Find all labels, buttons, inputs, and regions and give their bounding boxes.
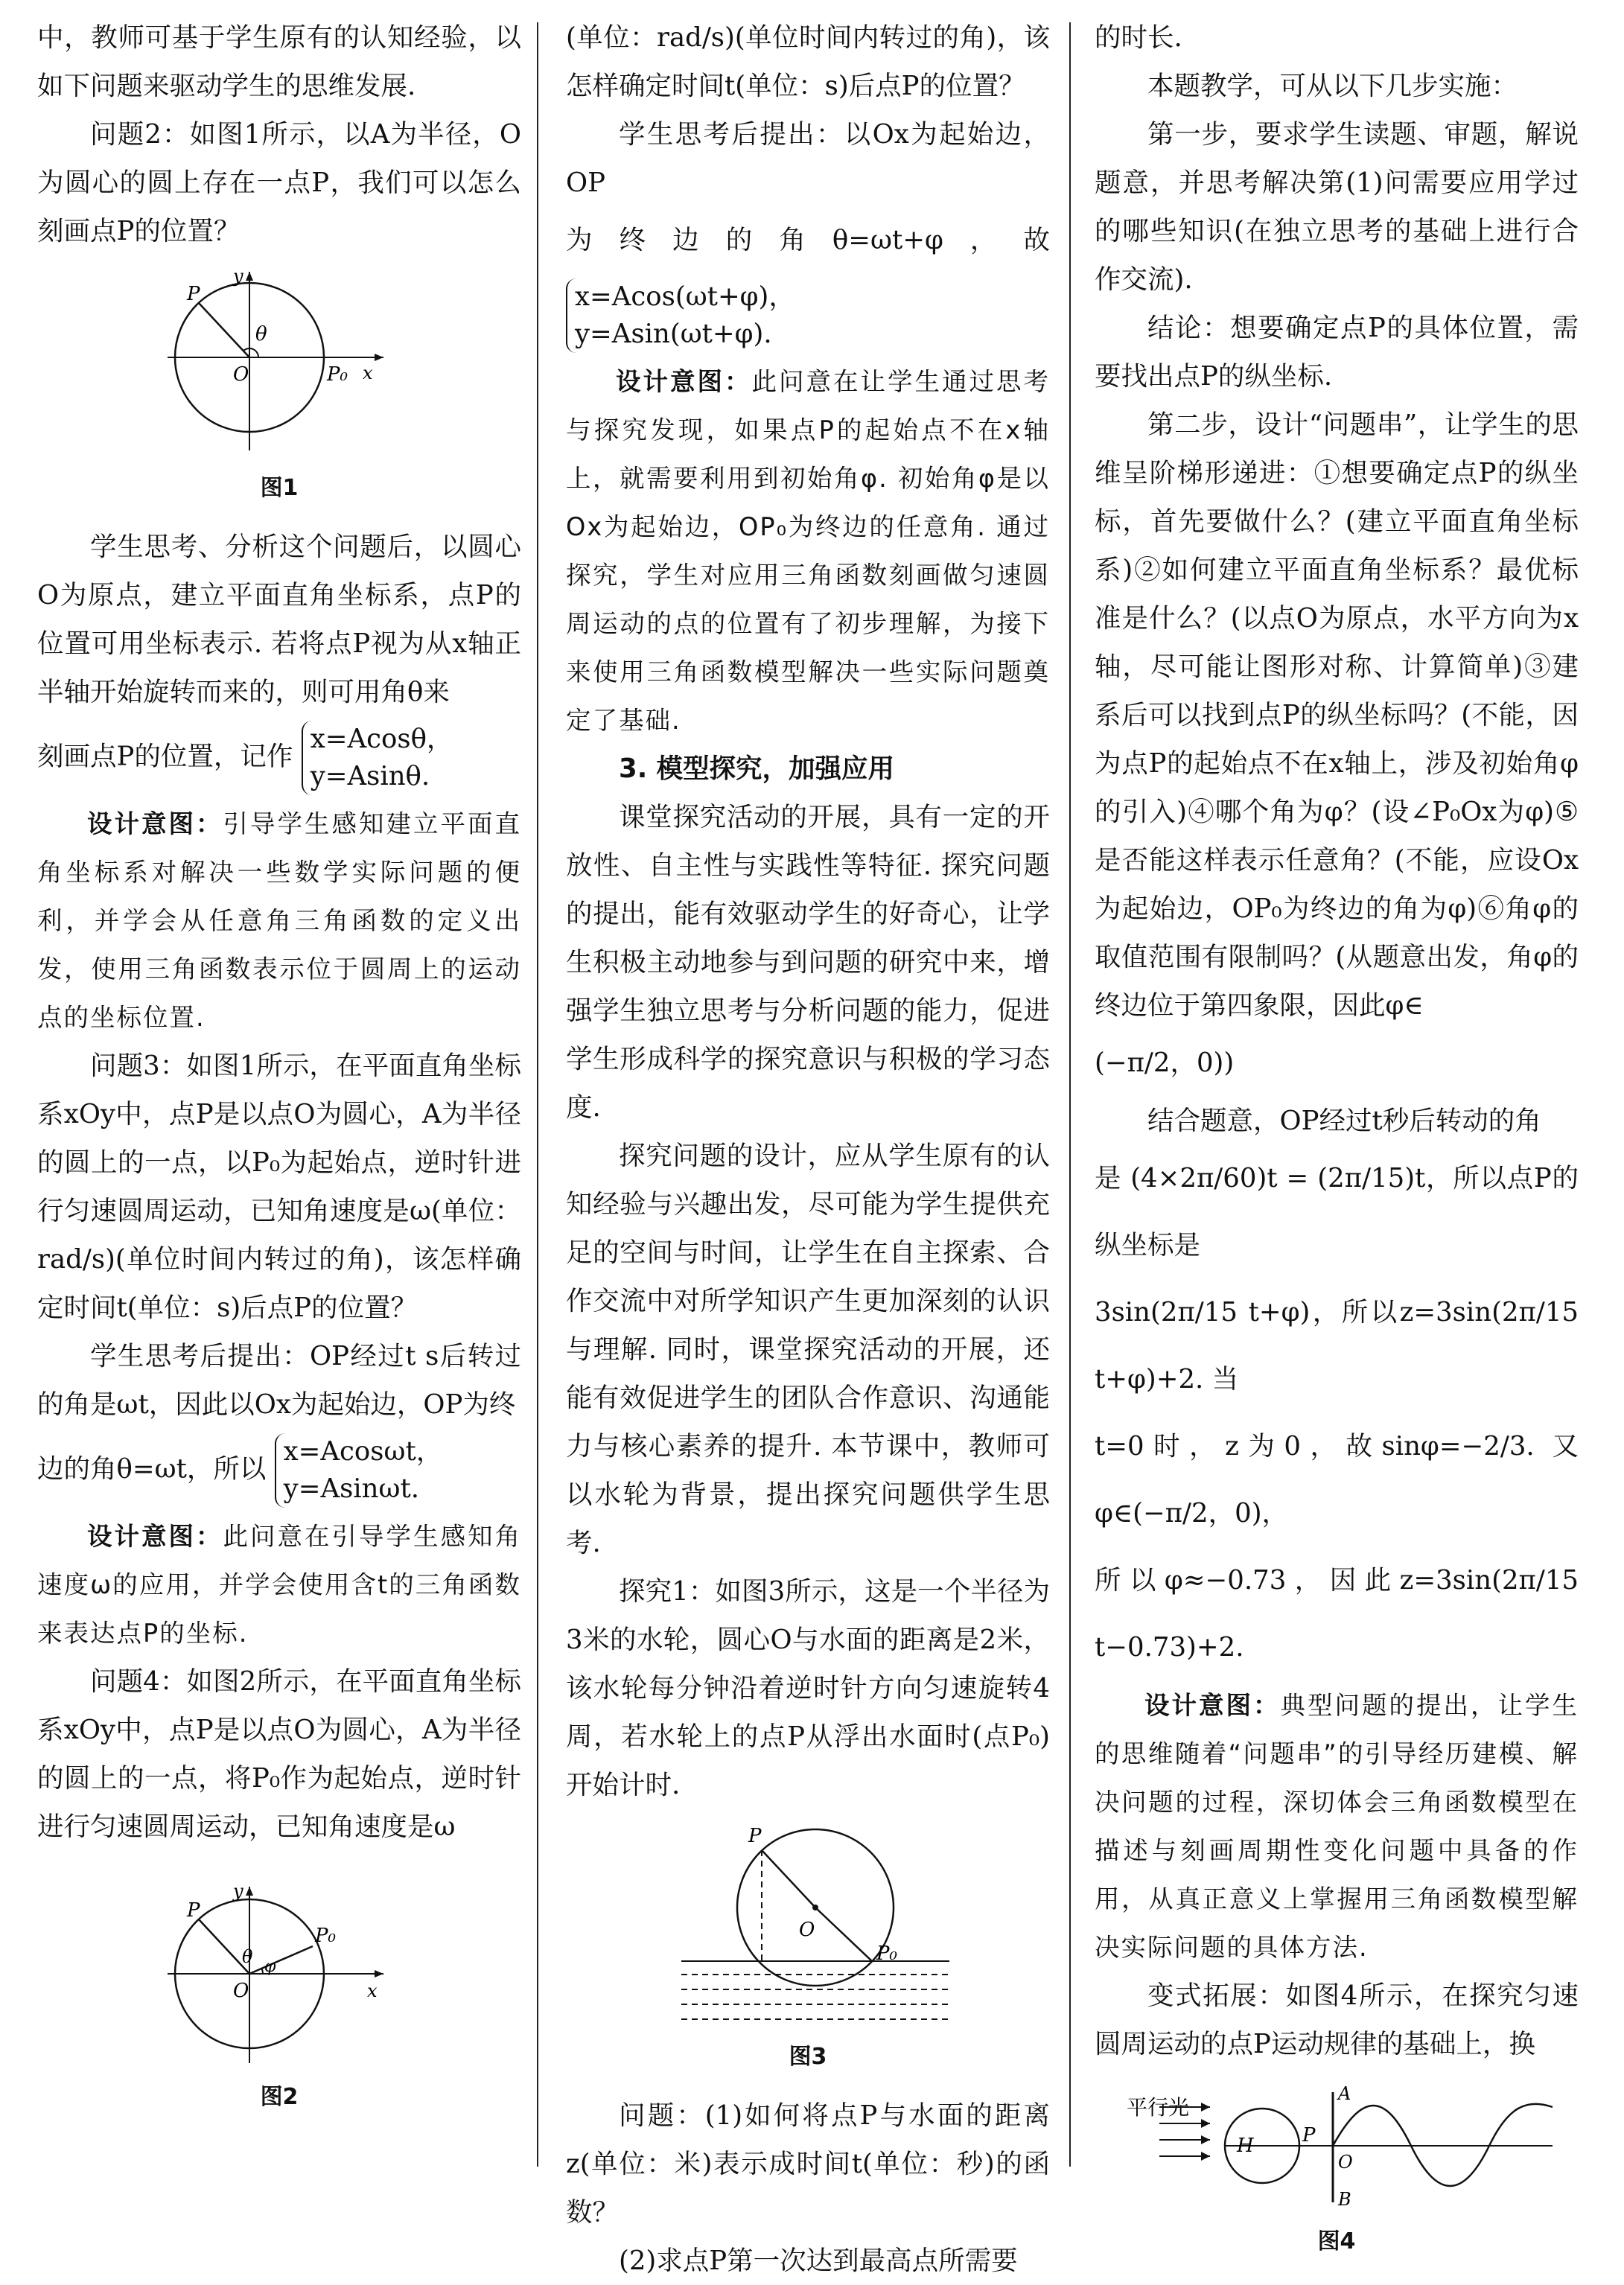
light-arrow (1201, 2135, 1210, 2144)
label-b: B (1338, 2189, 1351, 2210)
label-x: x (363, 363, 373, 383)
label-o: O (233, 1980, 249, 2002)
center-point (812, 1905, 818, 1910)
formula-line (566, 207, 1050, 357)
equation: x=Acos(ωt+φ)， (575, 281, 795, 312)
design-intent-3 (566, 357, 1050, 745)
design-text: 典型问题的提出，让学生的思维随着“问题串”的引导经历建模、解决问题的过程，深切体会三角函数模型在描述与刻画周期性变化问题中具备的作用，从真正意义上掌握用三角函数模型解决实际问题的具体方法. (1095, 1691, 1579, 1962)
light-arrow (1201, 2152, 1210, 2161)
equation: y=Asinθ. (310, 761, 430, 791)
section-heading: 3. 模型探究，加强应用 (619, 753, 895, 784)
paragraph: 学生思考后提出：以Ox为起始边，OP (566, 119, 1050, 198)
formula-line (37, 716, 521, 800)
step-2: 第二步，设计“问题串”，让学生的思维呈阶梯形递进：①想要确定点P的纵坐标，首先要做什么？(建立平面直角坐标系)②如何建立平面直角坐标系？最优标准是什么？(以点O为原点，水平方向为x轴，尽可能让图形对称、计算简单)③建系后可以找到点P的纵坐标吗？(不能，因为点P的起始点不在x轴上，涉及初始角φ的引入)④哪个角为φ？(设∠P₀Ox为φ)⑤是否能这样表示任意角？(不能，应设Ox为起始边，OP₀为终边的角为φ)⑥角φ的取值范围有限制吗？(从题意出发，角φ的终边位于第四象限，因此φ∈ (1095, 409, 1579, 1021)
y-axis-arrow (246, 1887, 253, 1896)
question-2-part: (2)求点P第一次达到最高点所需要 (619, 2246, 1018, 2276)
label-h: H (1237, 2135, 1254, 2157)
label-p0: P₀ (327, 363, 348, 386)
column-2 (566, 13, 1050, 2285)
design-label: 设计意图： (1144, 1691, 1281, 1720)
y-axis-arrow (246, 272, 253, 281)
label-p: P (187, 283, 200, 305)
radius-op (199, 303, 249, 357)
paragraph: 学生思考后提出：OP经过t s后转过的角是ωt，因此以Ox为起始边，OP为终 (37, 1341, 521, 1420)
figure-1 (160, 264, 398, 458)
label-o: O (233, 363, 249, 386)
radius-op0 (249, 1946, 313, 1974)
design-intent-1 (37, 800, 521, 1042)
label-x: x (367, 1980, 378, 2001)
equation-system (566, 278, 795, 353)
column-rule-1 (537, 22, 538, 2167)
design-label: 设计意图： (87, 809, 223, 838)
label-p0: P₀ (315, 1925, 336, 1947)
figure-1-caption: 图1 (260, 475, 299, 501)
parallel-light-label: 平行光 (1127, 2095, 1190, 2120)
equation: x=Acosωt， (283, 1436, 443, 1467)
design-intent-2 (37, 1512, 521, 1657)
formula-line (37, 1429, 521, 1512)
x-axis-arrow (375, 1970, 383, 1978)
variant-extension: 变式拓展：如图4所示，在探究匀速圆周运动的点P运动规律的基础上，换 (1095, 1980, 1579, 2059)
sine-wave (1333, 2104, 1553, 2186)
design-text: 此问意在引导学生感知角速度ω的应用，并学会使用含t的三角函数来表达点P的坐标. (37, 1522, 521, 1648)
column-1 (37, 13, 521, 2132)
equation: x=Acosθ， (310, 724, 453, 754)
formula-line: t=0时，z为0，故sinφ=−2/3. 又φ∈(−π/2，0)， (1095, 1431, 1579, 1529)
figure-3-caption: 图3 (789, 2044, 827, 2070)
question-4: 问题4：如图2所示，在平面直角坐标系xOy中，点P是以点O为圆心，A为半径的圆上的一点，将P₀作为起始点，逆时针进行匀速圆周运动，已知角速度是ω (37, 1666, 521, 1842)
explore-1: 探究1：如图3所示，这是一个半径为3米的水轮，圆心O与水面的距离是2米，该水轮每分钟沿着逆时针方向匀速旋转4周，若水轮上的点P从浮出水面时(点P₀)开始计时. (566, 1576, 1050, 1800)
conclusion: 结论：想要确定点P的具体位置，需要找出点P的纵坐标. (1095, 313, 1579, 392)
question-2: 问题2：如图1所示，以A为半径，O为圆心的圆上存在一点P，我们可以怎么刻画点P的位置？ (37, 119, 521, 246)
paragraph: 本题教学，可从以下几步实施： (1147, 71, 1518, 101)
design-intent-4 (1095, 1681, 1579, 1972)
light-arrow (1201, 2103, 1210, 2112)
formula-line: 所以φ≈−0.73，因此z=3sin(2π/15 t−0.73)+2. (1095, 1565, 1579, 1663)
column-3 (1095, 13, 1579, 2276)
light-arrow (1201, 2119, 1210, 2128)
question-1: 问题：(1)如何将点P与水面的距离z(单位：米)表示成时间t(单位：秒)的函数？ (566, 2100, 1050, 2228)
equation-system (275, 1433, 443, 1508)
x-axis-arrow (375, 354, 383, 361)
label-p: P (748, 1825, 762, 1847)
paragraph: 课堂探究活动的开展，具有一定的开放性、自主性与实践性等特征. 探究问题的提出，能有效驱动学生的好奇心，让学生积极主动地参与到问题的研究中来，增强学生独立思考与分析问题的能力，促进学生形成科学的探究意识与积极的学习态度. (566, 802, 1050, 1123)
formula-line: 3sin(2π/15 t+φ)，所以z=3sin(2π/15 t+φ)+2. 当 (1095, 1297, 1579, 1395)
formula-lead: 边的角θ=ωt，所以 (37, 1453, 267, 1485)
figure-4 (1106, 2077, 1567, 2211)
label-a: A (1338, 2083, 1351, 2104)
radius-op0 (815, 1908, 872, 1961)
column-rule-2 (1069, 22, 1071, 2167)
design-text: 引导学生感知建立平面直角坐标系对解决一些数学实际问题的便利，并学会从任意角三角函数的定义出发，使用三角函数表示位于圆周上的运动点的坐标位置. (37, 809, 521, 1032)
label-phi: φ (264, 1957, 276, 1976)
formula-line: 是 (4×2π/60)t = (2π/15)t，所以点P的纵坐标是 (1095, 1163, 1579, 1261)
question-3: 问题3：如图1所示，在平面直角坐标系xOy中，点P是以点O为圆心，A为半径的圆上的一点，以P₀为起始点，逆时针进行匀速圆周运动，已知角速度是ω(单位：rad/s)(单位时间内转过的角)，该怎样确定时间t(单位：s)后点P的位置？ (37, 1051, 521, 1323)
formula-lead: 刻画点P的位置，记作 (37, 741, 293, 772)
label-p0: P₀ (876, 1943, 897, 1965)
label-y: y (233, 1881, 243, 1902)
step-1: 第一步，要求学生读题、审题，解说题意，并思考解决第(1)问需要应用学过的哪些知识(在独立思考的基础上进行合作交流). (1095, 119, 1579, 295)
paragraph: 结合题意，OP经过t秒后转动的角 (1147, 1106, 1541, 1136)
design-label: 设计意图： (87, 1522, 223, 1551)
figure-4-caption: 图4 (1317, 2228, 1356, 2254)
paragraph: (单位：rad/s)(单位时间内转过的角)，该怎样确定时间t(单位：s)后点P的位置？ (566, 22, 1050, 101)
label-p: P (1302, 2124, 1316, 2147)
equation-system (302, 721, 453, 795)
label-theta: θ (255, 323, 267, 345)
paragraph: 中，教师可基于学生原有的认知经验，以如下问题来驱动学生的思维发展. (37, 22, 521, 101)
label-o: O (799, 1919, 815, 1941)
equation: y=Asin(ωt+φ). (575, 319, 772, 349)
design-text: 此问意在让学生通过思考与探究发现，如果点P的起始点不在x轴上，就需要利用到初始角φ. 初始角φ是以Ox为起始边，OP₀为终边的任意角. 通过探究，学生对应用三角函数刻画做匀速圆周运动的点的位置有了初步理解，为接下来使用三角函数模型解决一些实际问题奠定了基础. (566, 367, 1050, 735)
paragraph: 探究问题的设计，应从学生原有的认知经验与兴趣出发，尽可能为学生提供充足的空间与时间，让学生在自主探索、合作交流中对所学知识产生更加深刻的认识与理解. 同时，课堂探究活动的开展，还能有效促进学生的团队合作意识、沟通能力与核心素养的提升. 本节课中，教师可以水轮为背景，提出探究问题供学生思考. (566, 1141, 1050, 1558)
figure-2-caption: 图2 (260, 2084, 299, 2110)
label-theta: θ (242, 1946, 253, 1967)
label-o: O (1338, 2152, 1353, 2173)
label-y: y (233, 266, 243, 287)
interval: (−π/2，0)) (1095, 1048, 1235, 1078)
paragraph: 的时长. (1095, 22, 1182, 53)
formula-lead: 为终边的角θ=ωt+φ，故 (566, 225, 1050, 255)
radius-op (762, 1850, 815, 1908)
equation: y=Asinωt. (283, 1473, 420, 1504)
paragraph: 学生思考、分析这个问题后，以圆心O为原点，建立平面直角坐标系，点P的位置可用坐标表示. 若将点P视为从x轴正半轴开始旋转而来的，则可用角θ来 (37, 532, 521, 707)
design-label: 设计意图： (616, 367, 752, 396)
label-p: P (187, 1899, 200, 1922)
figure-2 (160, 1881, 398, 2067)
figure-3 (637, 1818, 979, 2027)
